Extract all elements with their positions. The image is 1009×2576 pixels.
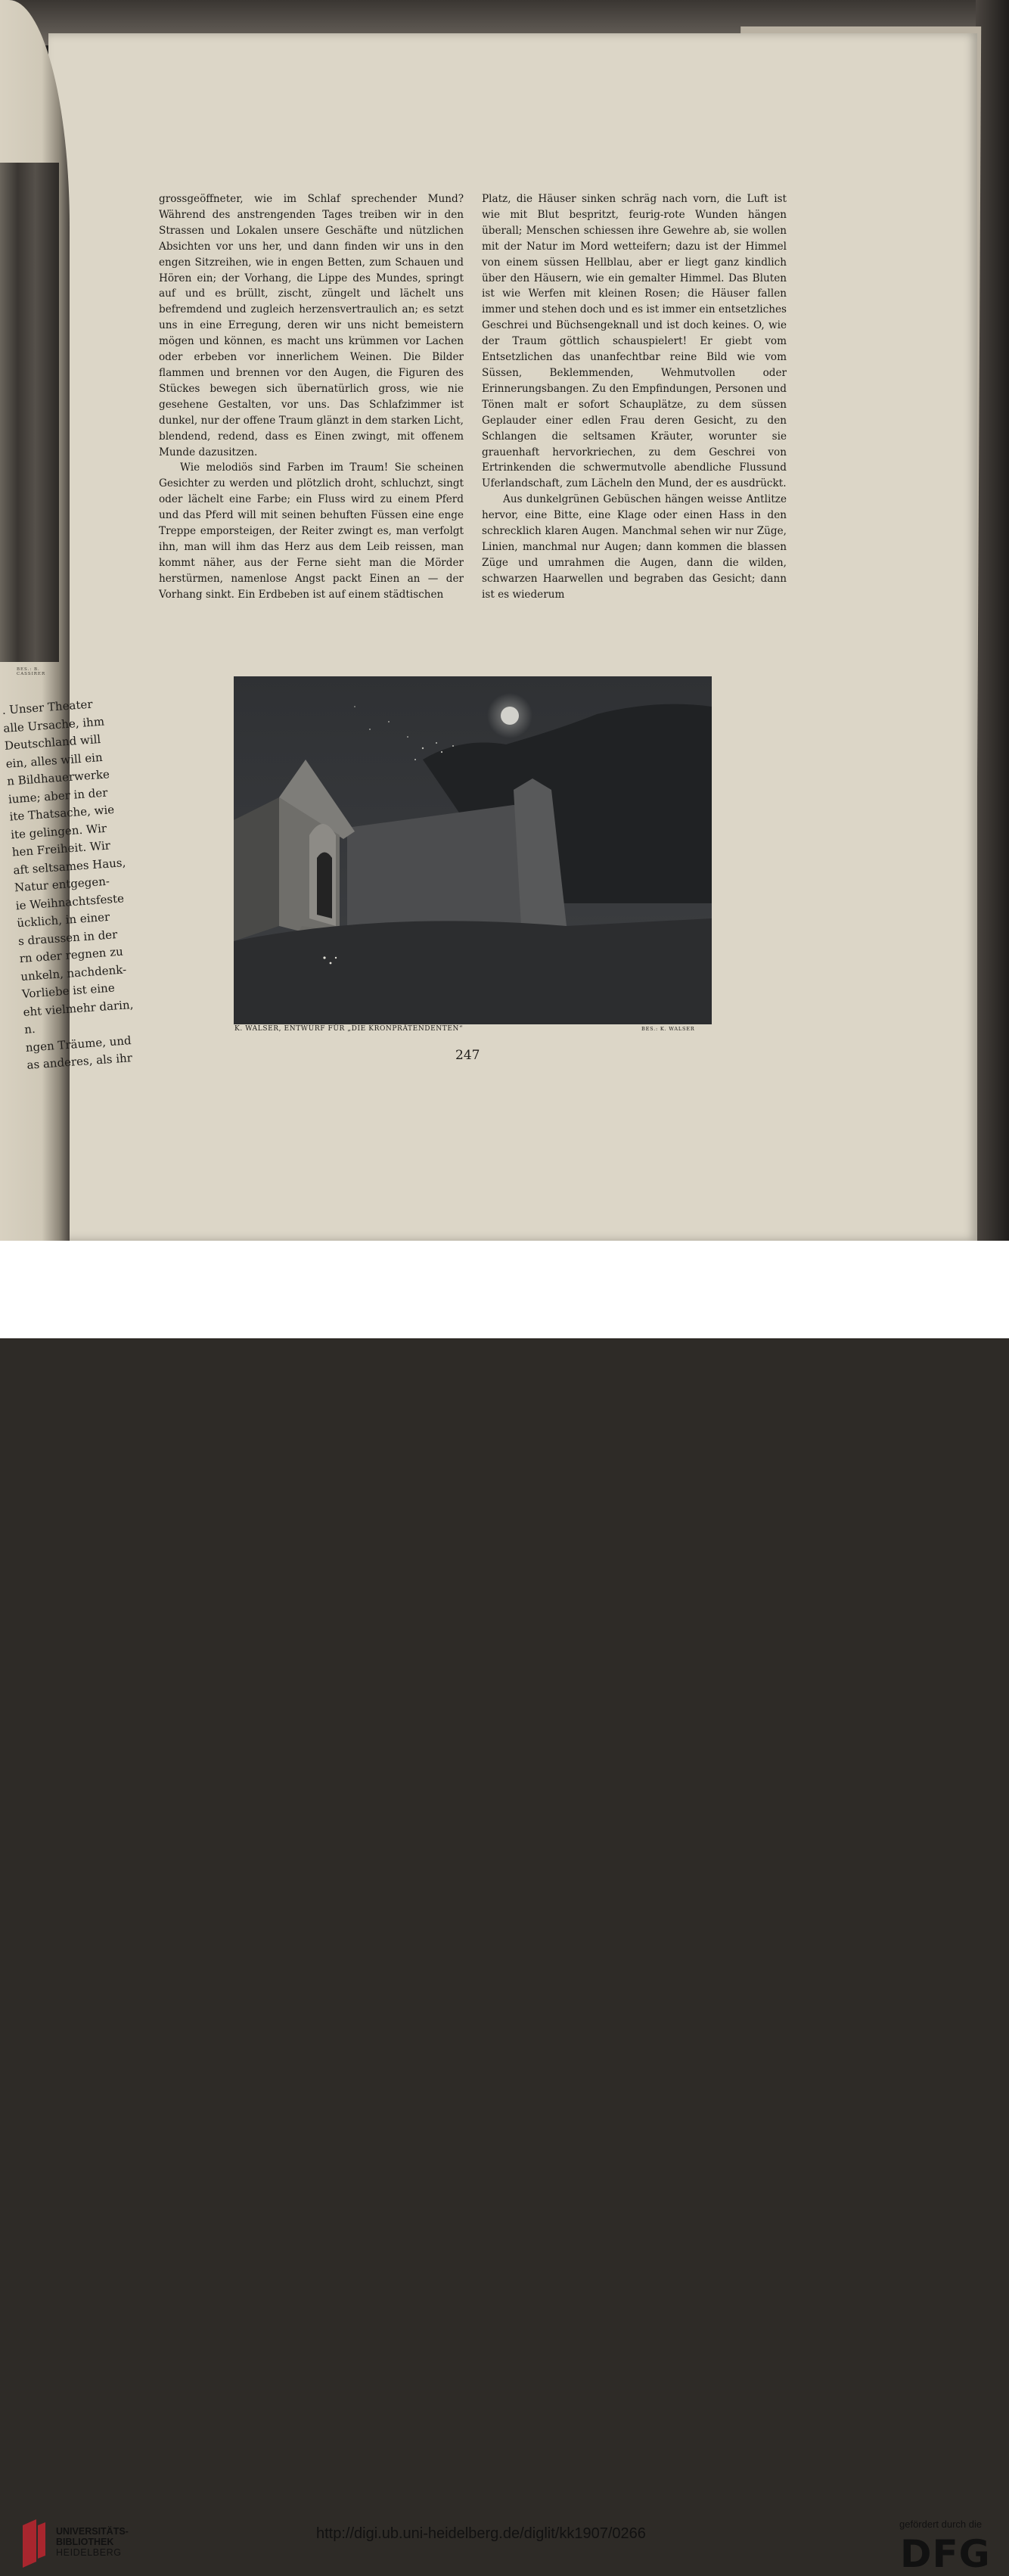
left-page-text-line: . Unser Theater: [2, 697, 94, 717]
text-column-right: [482, 191, 787, 603]
illustration-credit: BES.: K. WALSER: [641, 1026, 695, 1032]
viewer-footer: [0, 1241, 1009, 2576]
chapel-night-illustration: [234, 676, 712, 1024]
illustration-caption: K. WALSER, ENTWURF FÜR „DIE KRONPRÄTENDENTEN“: [234, 1025, 464, 1033]
scan-background-right: [976, 0, 1009, 1241]
left-page-text-line: rn oder regnen zu: [19, 944, 124, 966]
left-page-text-line: iume; aber in der: [8, 785, 108, 806]
left-page-text-line: aft seltsames Haus,: [12, 855, 126, 877]
library-logo-icon: [21, 2519, 47, 2568]
left-page-text-line: unkeln, nachdenk-: [20, 962, 127, 983]
paragraph: grossgeöffneter, wie im Schlaf sprechender Mund? Während des anstrengenden Tages treiben wir in den Strassen und Lokalen unsere Geschäfte und nützlichen Absichten vor uns her, und dann finden wir uns in den engen Sitzreihen, wie in engen Betten, zum Schauen und Hören ein; der Vorhang, die Lippe des Mundes, springt auf und es brüllt, zischt, züngelt und lächelt uns befremdend und zugleich herzensvertraulich an; es setzt uns in eine Erregung, deren wir uns nicht bemeistern mögen und können, es macht uns krümmen vor Lachen oder erbeben vor innerlichem Weinen. Die Bilder flammen und brennen vor den Augen, die Figuren des Stückes bewegen sich übernatürlich gross, wie nie gesehene Gestalten, vor uns. Das Schlafzimmer ist dunkel, nur der offene Traum glänzt in dem starken Licht, blendend, redend, dass es Einen zwingt, mit offenem Munde dazusitzen.: [159, 193, 464, 458]
left-page-image-fragment: [0, 163, 59, 662]
left-page-text-fragment: [2, 697, 134, 1074]
left-page-text-line: alle Ursache, ihm: [2, 714, 105, 735]
left-page-text-line: s draussen in der: [17, 927, 118, 948]
left-page-text-line: Deutschland will: [4, 732, 101, 753]
library-name: [56, 2526, 129, 2558]
dfg-logo: DFG: [900, 2532, 991, 2576]
left-page-text-line: hen Freiheit. Wir: [11, 838, 111, 859]
library-name-line: HEIDELBERG: [56, 2547, 122, 2558]
left-page-text-line: n.: [23, 1021, 36, 1036]
left-image-caption: BES.: B. CASSIRER: [17, 667, 46, 676]
left-page-text-line: ngen Träume, und: [25, 1033, 132, 1055]
text-column-left: [159, 191, 464, 603]
moon: [501, 707, 519, 725]
library-name-line: UNIVERSITÄTS-: [56, 2526, 129, 2537]
left-page-text-line: ie Weihnachtsfeste: [15, 890, 125, 912]
funded-by-label: gefördert durch die: [899, 2519, 983, 2530]
left-page-text-line: ite Thatsache, wie: [8, 802, 115, 824]
paragraph: Wie melodiös sind Farben im Traum! Sie scheinen Gesichter zu werden und plötzlich droht, schluchzt, singt oder lächelt eine Farbe; ein Fluss wird zu einem Pferd und das Pferd will mit seinen behuften Füssen eine enge Treppe emporsteigen, der Reiter zwingt es, man verfolgt ihn, man will ihm das Herz aus dem Leib reissen, man kommt näher, aus der Ferne sieht man die Mörder herstürmen, namenlose Angst packt Einen an — der Vorhang sinkt. Ein Erdbeben ist auf einem städtischen: [159, 461, 464, 601]
left-page-text-line: ein, alles will ein: [5, 750, 104, 771]
paragraph: Platz, die Häuser sinken schräg nach vorn, die Luft ist wie mit Blut bespritzt, feurig-rote Wunden hängen überall; Menschen schiessen ihre Gewehre ab, sie wollen mit der Natur im Mord wetteifern; dazu ist der Himmel von einem süssen Hellblau, aber er liegt ganz kindlich über den Häusern, wie ein gemalter Himmel. Das Bluten ist wie Werfen mit kleinen Rosen; die Häuser fallen immer und stehen doch und es ist immer ein entsetzliches Geschrei und Büchsengeknall und ist doch keines. O, wie der Traum göttlich schauspielert! Er giebt vom Entsetzlichen das unanfechtbar reine Bild wie vom Süssen, Beklemmenden, Wehmutvollen oder Erinnerungsbangen. Zu den Empfindungen, Personen und Tönen malt er sofort Schauplätze, zu dem süssen Geplauder einer edlen Frau deren Gesicht, zu den Schlangen die seltsamen Kräuter, worunter sie grauenhaft hervorkriechen, zu dem Geschrei von Ertrinkenden die schwermutvolle abendliche Flussund Uferlandschaft, zum Lächeln den Mund, der es ausdrückt.: [482, 193, 787, 490]
left-page-text-line: as anderes, als ihr: [26, 1051, 133, 1072]
scanned-book-spread: [0, 0, 1009, 1241]
portal-door: [317, 853, 332, 919]
library-name-line: BIBLIOTHEK: [56, 2537, 114, 2547]
left-page-text-line: ite gelingen. Wir: [10, 821, 107, 842]
paragraph: Aus dunkelgrünen Gebüschen hängen weisse Antlitze hervor, eine Bitte, eine Klage oder einen Hass in den schrecklich klaren Augen. Manchmal sehen wir nur Züge, Linien, manchmal nur Augen; dann kommen die blassen Züge und umrahmen die Augen, dann die wilden, schwarzen Haarwellen und begraben das Gesicht; dann ist es wiederum: [482, 493, 787, 601]
left-page-text-line: n Bildhauerwerke: [6, 767, 110, 788]
left-page-text-line: eht vielmehr darin,: [23, 997, 134, 1019]
left-page-text-line: Vorliebe ist eine: [21, 980, 116, 1002]
left-page-text-line: Natur entgegen-: [14, 874, 110, 895]
permalink-url[interactable]: http://digi.ub.uni-heidelberg.de/diglit/kk1907/0266: [316, 2525, 646, 2542]
chapel-side: [234, 797, 279, 941]
courtyard-ground: [234, 918, 712, 1024]
left-page-fragment: [0, 0, 134, 1241]
page-number: 247: [455, 1048, 480, 1063]
left-page-text-line: ücklich, in einer: [16, 909, 110, 931]
